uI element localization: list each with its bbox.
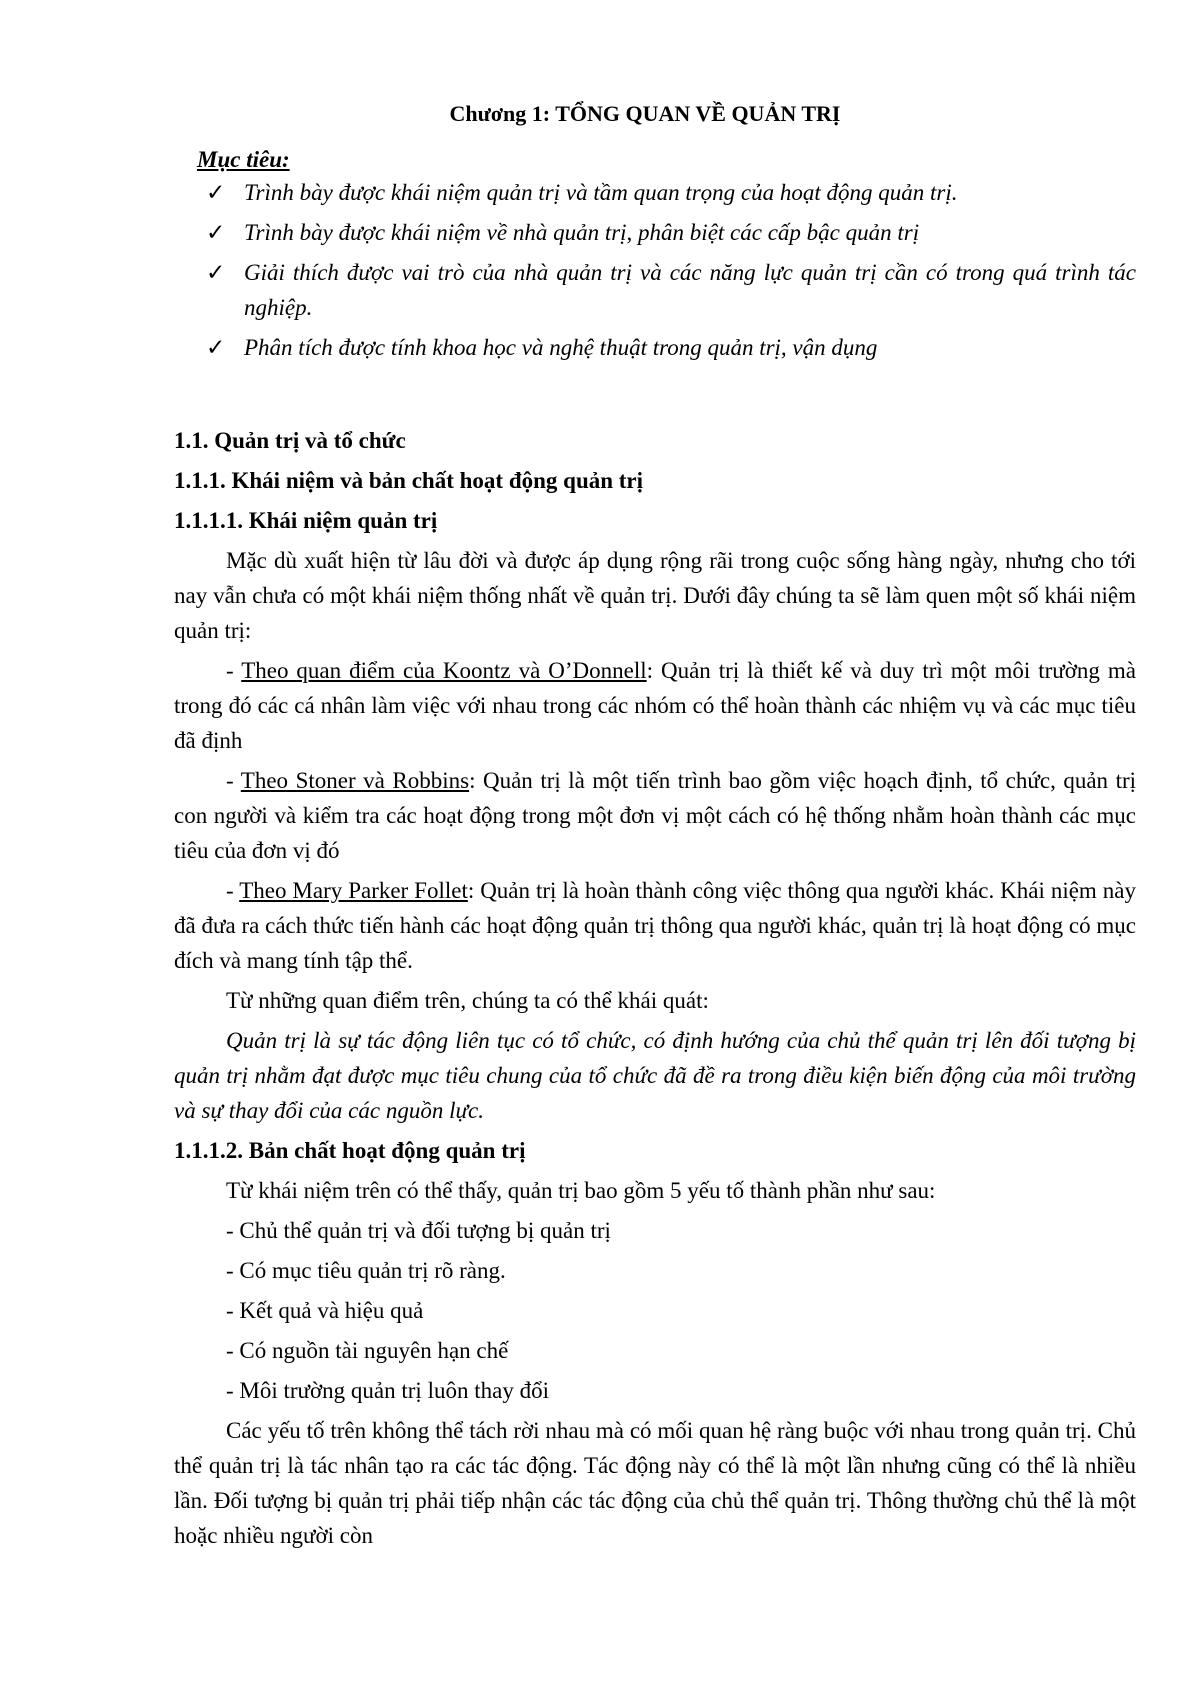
section-heading-1-1-1-1: 1.1.1.1. Khái niệm quản trị bbox=[174, 508, 438, 533]
elements-lead: Từ khái niệm trên có thể thấy, quản trị bao gồm 5 yếu tố thành phần như sau: bbox=[226, 1178, 936, 1203]
definition-follet: - Theo Mary Parker Follet: Quản trị là hoàn thành công việc thông qua người khác. Khái niệm này đã đưa ra cách thức tiến hành các hoạt động quản trị thông qua người khác, quản trị là hoạt động có mục đích và mang tính tập thể. bbox=[174, 878, 1136, 973]
intro-paragraph: Mặc dù xuất hiện từ lâu đời và được áp dụng rộng rãi trong cuộc sống hàng ngày, nhưng cho tới nay vẫn chưa có một khái niệm thống nhất về quản trị. Dưới đây chúng ta sẽ làm quen một số khái niệm quản trị: bbox=[174, 548, 1136, 643]
document-body bbox=[174, 423, 1136, 1558]
objective-item: ✓ Trình bày được khái niệm về nhà quản trị, phân biệt các cấp bậc quản trị bbox=[206, 215, 1136, 250]
checkmark-icon: ✓ bbox=[206, 180, 226, 205]
closing-paragraph: Các yếu tố trên không thể tách rời nhau mà có mối quan hệ ràng buộc với nhau trong quản trị. Chủ thể quản trị là tác nhân tạo ra các tác động. Tác động này có thể là một lần nhưng cũng có thể là nhiều lần. Đối tượng bị quản trị phải tiếp nhận các tác động của chủ thể quản trị. Thông thường chủ thể là một hoặc nhiều người còn bbox=[174, 1418, 1136, 1548]
element-item: - Kết quả và hiệu quả bbox=[226, 1298, 424, 1323]
section-heading-1-1-1-2: 1.1.1.2. Bản chất hoạt động quản trị bbox=[174, 1138, 526, 1163]
definition-source: Theo Stoner và Robbins bbox=[240, 768, 470, 793]
objective-item: ✓ Phân tích được tính khoa học và nghệ thuật trong quản trị, vận dụng bbox=[206, 330, 1136, 365]
definition-stoner: - Theo Stoner và Robbins: Quản trị là một tiến trình bao gồm việc hoạch định, tổ chức, quản trị con người và kiểm tra các hoạt động trong một đơn vị một cách có hệ thống nhằm hoàn thành các mục tiêu của đơn vị đó bbox=[174, 768, 1137, 863]
element-item: - Môi trường quản trị luôn thay đổi bbox=[226, 1378, 549, 1403]
section-heading-1-1-1: 1.1.1. Khái niệm và bản chất hoạt động quản trị bbox=[174, 468, 644, 493]
summary-definition: Quản trị là sự tác động liên tục có tổ chức, có định hướng của chủ thể quản trị lên đối tượng bị quản trị nhằm đạt được mục tiêu chung của tổ chức đã đề ra trong điều kiện biến động của môi trường và sự thay đổi của các nguồn lực. bbox=[174, 1028, 1136, 1123]
chapter-title: Chương 1: TỔNG QUAN VỀ QUẢN TRỊ bbox=[449, 101, 841, 126]
element-item: - Có mục tiêu quản trị rõ ràng. bbox=[226, 1258, 506, 1283]
definition-koontz: - Theo quan điểm của Koontz và O’Donnell: Quản trị là thiết kế và duy trì một môi trường mà trong đó các cá nhân làm việc với nhau trong các nhóm có thể hoàn thành các nhiệm vụ và các mục tiêu đã định bbox=[174, 658, 1136, 753]
element-item: - Có nguồn tài nguyên hạn chế bbox=[226, 1338, 509, 1363]
section-heading-1-1: 1.1. Quản trị và tổ chức bbox=[174, 428, 406, 453]
checkmark-icon: ✓ bbox=[206, 260, 226, 285]
objective-item: ✓ Trình bày được khái niệm quản trị và tầm quan trọng của hoạt động quản trị. bbox=[206, 175, 1136, 210]
summary-lead: Từ những quan điểm trên, chúng ta có thể khái quát: bbox=[226, 988, 709, 1013]
objectives-heading: Mục tiêu: bbox=[197, 147, 290, 172]
checkmark-icon: ✓ bbox=[206, 335, 226, 360]
definition-source: Theo Mary Parker Follet bbox=[239, 878, 468, 903]
objectives-list bbox=[206, 175, 1136, 370]
checkmark-icon: ✓ bbox=[206, 220, 226, 245]
element-item: - Chủ thể quản trị và đối tượng bị quản trị bbox=[226, 1218, 611, 1243]
definition-source: Theo quan điểm của Koontz và O’Donnell bbox=[241, 658, 647, 683]
objective-item: ✓ Giải thích được vai trò của nhà quản trị và các năng lực quản trị cần có trong quá trình tác nghiệp. bbox=[206, 255, 1136, 325]
